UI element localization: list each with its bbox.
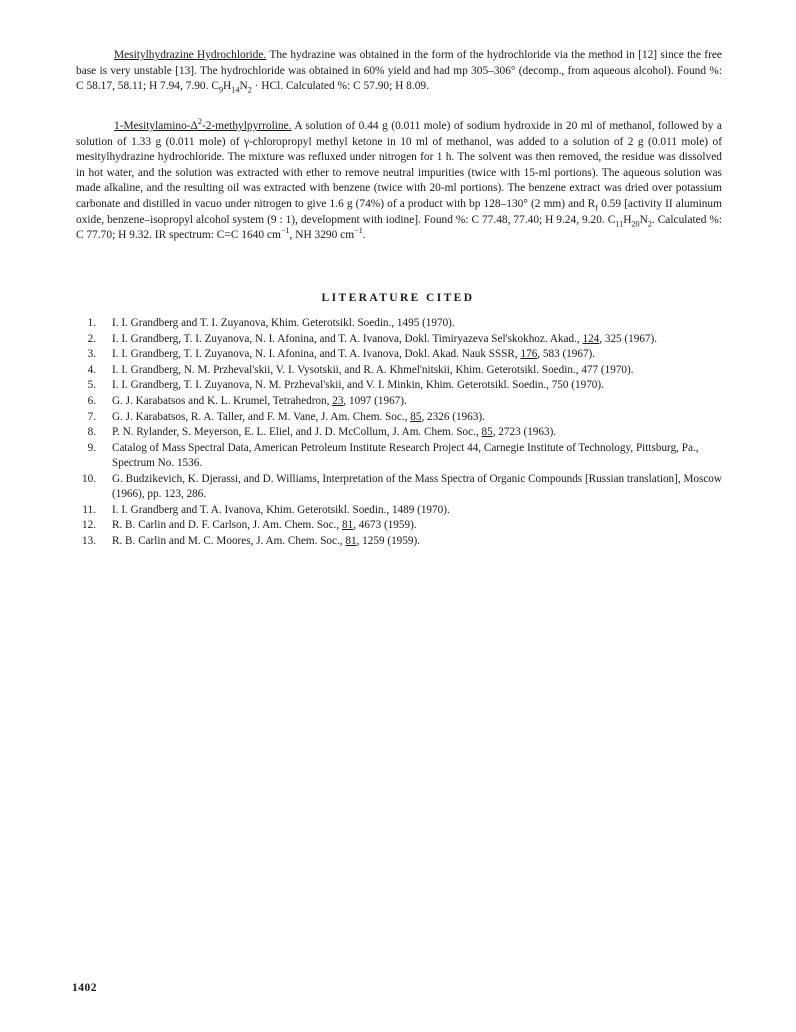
formula-element: C <box>607 213 616 226</box>
reference-item <box>76 425 726 440</box>
reference-text: , 1259 (1959). <box>356 534 420 547</box>
formula-subscript: 2 <box>647 218 652 228</box>
title-superscript: 2 <box>197 117 202 127</box>
reference-number: 5. <box>87 379 96 392</box>
unit-superscript: −1 <box>354 226 363 236</box>
reference-text: , 1097 (1967). <box>343 394 407 407</box>
reference-number: 13. <box>82 534 96 547</box>
paragraph-title: Mesitylhydrazine Hydrochloride. <box>114 49 267 61</box>
formula-subscript: 14 <box>231 85 240 95</box>
reference-number: 9. <box>87 441 96 454</box>
reference-text: , 583 (1967). <box>537 348 596 361</box>
reference-number: 10. <box>82 472 96 485</box>
reference-number: 7. <box>87 410 96 423</box>
formula-element: H <box>623 213 632 226</box>
paragraph-body: . Calculated %: C 77.70; H 9.32. IR spectrum: C=C 1640 cm <box>76 213 722 242</box>
reference-item <box>76 347 726 362</box>
formula-element: N <box>639 213 648 226</box>
formula-subscript: 9 <box>218 85 224 95</box>
literature-cited-heading: LITERATURE CITED <box>321 292 475 304</box>
reference-item <box>76 410 726 425</box>
reference-item <box>76 316 726 331</box>
reference-text: , 2326 (1963). <box>421 410 485 423</box>
formula-subscript: 11 <box>615 218 624 228</box>
paragraph-body: 0.59 [activity II aluminum oxide, benzene–isopropyl alcohol system (9 : 1), development with iodine]. Found %: C 77.48, 77.40; H 9.24, 9.20. <box>76 197 722 226</box>
reference-text: G. J. Karabatsos and K. L. Krumel, Tetrahedron, <box>112 394 333 407</box>
reference-number: 3. <box>87 348 96 361</box>
paragraph-body: A solution of 0.44 g (0.011 mole) of sodium hydroxide in 20 ml of methanol, followed by a solution of 1.33 g (0.011 mole) of γ-chloropropyl methyl ketone in 10 ml of methanol, was added to a solution of 2 g (0.011 mole) of mesitylhydrazine hydrochloride. The mixture was refluxed under nitrogen for 1 h. The solvent was then removed, the residue was dissolved in hot water, and the solution was extracted with ether to remove neutral impurities (twice with 15-ml portions). The aqueous solution was made alkaline, and the resulting oil was extracted with benzene (twice with 20-ml portions). The benzene extract was dried over potassium carbonate and distilled in vacuo under nitrogen to give 1.6 g (74%) of a product with bp 128–130° (2 mm) and R <box>76 120 722 210</box>
reference-item <box>76 394 726 409</box>
paragraph-mesitylamino-methylpyrroline <box>76 119 722 244</box>
reference-item <box>76 472 726 503</box>
reference-text: I. I. Grandberg and T. A. Ivanova, Khim. Geterotsikl. Soedin., 1489 (1970). <box>112 503 450 516</box>
formula-element: H <box>223 80 232 93</box>
paragraph-body: The hydrazine was obtained in the form of the hydrochloride via the method in [12] since the free base is very unstable [13]. The hydrochloride was obtained in 60% yield and had mp 305–306° (decomp., from aqueous alcohol). Found %: C 58.17, 58.11; H 7.94, 7.90. <box>76 49 722 93</box>
reference-text: R. B. Carlin and M. C. Moores, J. Am. Chem. Soc., <box>112 534 346 547</box>
reference-list <box>76 316 726 550</box>
reference-number: 12. <box>82 519 96 532</box>
paragraph-body: , NH 3290 cm <box>289 229 355 242</box>
reference-number: 6. <box>87 394 96 407</box>
reference-text: P. N. Rylander, S. Meyerson, E. L. Eliel, and J. D. McCollum, J. Am. Chem. Soc., <box>112 426 482 439</box>
formula-element: C <box>211 80 219 93</box>
reference-volume: 85 <box>481 426 493 439</box>
reference-text: , 325 (1967). <box>599 332 658 345</box>
reference-text: I. I. Grandberg, T. I. Zuyanova, N. I. Afonina, and T. A. Ivanova, Dokl. Akad. Nauk SSSR, <box>112 348 521 361</box>
title-part: 1-Mesitylamino-Δ <box>114 120 198 132</box>
reference-text: I. I. Grandberg, T. I. Zuyanova, N. I. Afonina, and T. A. Ivanova, Dokl. Timiryazeva Sel'skokhoz. Akad., <box>112 332 583 345</box>
reference-volume: 81 <box>345 534 357 547</box>
paragraph-tail: · HCl. Calculated %: C 57.90; H 8.09. <box>251 80 429 93</box>
reference-number: 1. <box>87 317 96 329</box>
reference-text: I. I. Grandberg and T. I. Zuyanova, Khim. Geterotsikl. Soedin., 1495 (1970). <box>112 317 455 329</box>
reference-text: R. B. Carlin and D. F. Carlson, J. Am. Chem. Soc., <box>112 519 343 532</box>
reference-volume: 85 <box>410 410 422 423</box>
reference-volume: 81 <box>342 519 354 532</box>
reference-number: 8. <box>87 426 96 439</box>
reference-volume: 124 <box>582 332 600 345</box>
page-number: 1402 <box>72 982 97 994</box>
paragraph-body: . <box>362 229 366 242</box>
reference-text: I. I. Grandberg, T. I. Zuyanova, N. M. Przheval'skii, and V. I. Minkin, Khim. Geterotsikl. Soedin., 750 (1970). <box>112 379 604 392</box>
reference-number: 2. <box>87 332 96 345</box>
reference-number: 11. <box>82 503 96 516</box>
title-part: -2-methylpyrroline. <box>201 120 292 132</box>
unit-superscript: −1 <box>280 226 290 236</box>
reference-item <box>76 518 726 533</box>
formula-element: N <box>239 80 248 93</box>
reference-item <box>76 441 726 472</box>
reference-text: G. J. Karabatsos, R. A. Taller, and F. M. Vane, J. Am. Chem. Soc., <box>112 410 411 423</box>
paragraph-title <box>114 117 292 132</box>
reference-text: , 4673 (1959). <box>353 519 417 532</box>
reference-text: , 2723 (1963). <box>492 426 557 439</box>
formula-subscript: 20 <box>631 218 640 228</box>
reference-item <box>76 534 726 549</box>
paragraph-mesitylhydrazine-hydrochloride <box>76 48 722 95</box>
reference-item <box>76 503 726 518</box>
reference-volume: 23 <box>332 394 344 407</box>
reference-item <box>76 332 726 347</box>
reference-text: G. Budzikevich, K. Djerassi, and D. Williams, Interpretation of the Mass Spectra of Organic Compounds [Russian translation], Moscow (1966), pp. 123, 286. <box>112 472 722 501</box>
reference-volume: 176 <box>520 348 538 361</box>
reference-number: 4. <box>87 363 96 376</box>
reference-item <box>76 378 726 393</box>
reference-text: Catalog of Mass Spectral Data, American Petroleum Institute Research Project 44, Carnegie Institute of Technology, Pittsburg, Pa., Spectrum No. 1536. <box>112 441 699 470</box>
reference-item <box>76 363 726 378</box>
rf-subscript: f <box>595 203 599 213</box>
reference-text: I. I. Grandberg, N. M. Przheval'skii, V. I. Vysotskii, and R. A. Khmel'nitskii, Khim. Geterotsikl. Soedin., 477 (1970). <box>112 363 634 376</box>
formula-subscript: 2 <box>247 85 252 95</box>
